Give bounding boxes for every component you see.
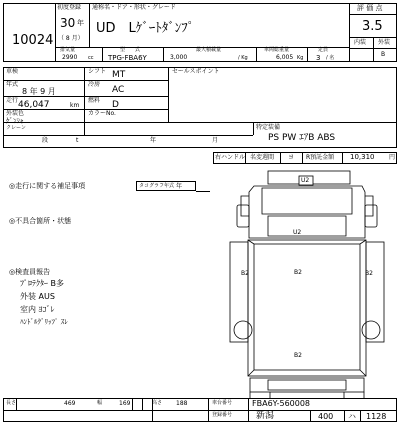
color-label: 外装色 xyxy=(6,110,25,117)
capacity-unit: / 名 xyxy=(326,55,335,61)
mileage-value: 46,047 xyxy=(18,100,50,110)
wheel-rear-left xyxy=(234,321,252,339)
windshield xyxy=(262,188,352,214)
fuel-label: 燃料 xyxy=(88,97,101,104)
exterior-label: 外装 xyxy=(378,39,391,46)
crane-steps: 段 xyxy=(42,137,49,144)
mileage-correction-label: ◎走行に関する補足事項 xyxy=(9,182,86,190)
handle-label: 右ハンドル xyxy=(215,154,246,161)
length-value: 469 xyxy=(64,400,76,407)
damage-mark: B2 xyxy=(294,269,302,276)
model-code-label: 型 式 xyxy=(120,47,141,53)
gross-weight-value: 6,005 xyxy=(276,54,294,61)
crane-year: 年 xyxy=(150,137,157,144)
fuel-value: D xyxy=(112,100,119,110)
exterior-value: B xyxy=(381,51,386,58)
sales-point-label: セールスポイント xyxy=(172,68,220,75)
color-no-label: カラーNo. xyxy=(88,110,116,117)
side-gate-right xyxy=(366,242,384,342)
gross-weight-label: 車両総重量 xyxy=(264,47,290,53)
max-load-unit: / Kg xyxy=(238,55,248,61)
divider xyxy=(208,398,209,422)
cargo-bed xyxy=(248,240,366,376)
score-label: 評 価 点 xyxy=(357,4,383,12)
max-load-value: 3,000 xyxy=(170,54,188,61)
color-value: ｹﾞﾝｼｬ xyxy=(6,117,24,125)
divider xyxy=(132,398,133,410)
tacho-label: タコグラフ年式 xyxy=(139,183,175,189)
damage-mark: B2 xyxy=(365,270,373,277)
displacement-unit: cc xyxy=(88,55,94,61)
gross-weight-unit: Kg xyxy=(297,55,304,61)
first-reg-year: 30 xyxy=(60,16,76,30)
recycle-label: R預託金額 xyxy=(306,154,335,161)
first-reg-label: 初度登録 xyxy=(57,4,82,11)
divider xyxy=(16,398,17,410)
report-line: ﾊﾝﾄﾞﾙｸﾞﾘｯﾌﾟ ｽﾚ xyxy=(20,318,68,326)
plate-number: 1128 xyxy=(366,412,387,421)
chassis-label: 車台番号 xyxy=(212,400,233,406)
year-label: 年式 xyxy=(6,81,19,88)
equipment-label: 特定装備 xyxy=(256,124,281,131)
mileage-label: 走行 xyxy=(6,97,19,104)
model-code-value: TPG-FBA6Y xyxy=(108,54,147,62)
max-load-label: 最大積載量 xyxy=(196,47,222,53)
crane-label: クレーン xyxy=(6,125,26,131)
divider xyxy=(344,410,345,422)
divider xyxy=(310,410,311,422)
damage-mark: U2 xyxy=(301,177,310,184)
maker-model-label: 通称名・ドア・形状・グレード xyxy=(92,4,176,11)
rear-lift xyxy=(268,380,346,390)
width-label: 幅 xyxy=(97,400,103,406)
shift-value: MT xyxy=(112,70,126,80)
inspection-label: 車検 xyxy=(6,68,19,75)
year-value: 8 年 9 月 xyxy=(22,87,56,96)
mirror-left xyxy=(241,196,249,216)
divider xyxy=(248,398,249,422)
recycle-value: 10,310 xyxy=(350,153,375,161)
cab-outline xyxy=(249,186,365,238)
score-value: 3.5 xyxy=(362,19,383,34)
plate-region: 新潟 xyxy=(256,411,275,421)
aircon-value: AC xyxy=(112,85,125,95)
plate-kana: ハ xyxy=(348,412,356,421)
divider xyxy=(142,398,143,410)
displacement-label: 排気量 xyxy=(60,47,76,53)
height-value: 188 xyxy=(176,400,188,407)
damage-mark: U2 xyxy=(293,229,302,236)
report-line: 外装 AUS xyxy=(20,292,55,301)
displacement-value: 2990 xyxy=(62,54,78,61)
side-gate-left xyxy=(230,242,248,342)
era-symbol: 年 xyxy=(77,19,84,27)
inspector-label: ◎検査員報告 xyxy=(9,268,51,276)
mirror-right xyxy=(365,196,373,216)
crane-ton: t xyxy=(76,137,79,144)
divider xyxy=(360,410,361,422)
crane-month: 月 xyxy=(212,137,219,144)
height-label: 高さ xyxy=(152,400,163,406)
chassis-value: FBA6Y-560008 xyxy=(252,399,311,408)
damage-mark: B2 xyxy=(241,270,249,277)
capacity-label: 定員 xyxy=(318,47,329,53)
defect-label: ◎不具合箇所・状態 xyxy=(9,217,72,225)
aircon-label: 冷房 xyxy=(88,81,101,88)
capacity-value: 3 xyxy=(316,54,321,62)
mileage-unit: km xyxy=(70,102,80,109)
lot-number: 10024 xyxy=(12,33,54,48)
divider xyxy=(3,410,397,411)
width-value: 169 xyxy=(119,400,131,407)
plate-label: 登録番号 xyxy=(212,412,233,418)
wheel-rear-right xyxy=(362,321,380,339)
cargo-floor xyxy=(254,244,360,370)
plate-class: 400 xyxy=(318,412,334,421)
report-line: ﾌﾟﾛﾃｸﾀｰ B多 xyxy=(20,279,65,288)
interior-label: 内装 xyxy=(354,39,367,46)
shift-label: シフト xyxy=(88,68,107,75)
recycle-unit: 円 xyxy=(389,154,396,161)
report-line: 室内 ﾖｺﾞﾚ xyxy=(20,305,55,314)
equipment-value: PS PW ｴｱB ABS xyxy=(268,133,336,143)
first-reg-month: （ 8 月） xyxy=(58,35,84,42)
name-change-mark: ヨ xyxy=(288,154,295,161)
cab-roof xyxy=(268,216,346,236)
name-change-label: 名変週間 xyxy=(250,154,275,161)
vehicle-name: UD Lｹﾞｰﾄﾀﾞﾝﾌﾟ xyxy=(96,21,195,36)
length-label: 長さ xyxy=(6,400,17,406)
tacho-year: 年 xyxy=(176,183,183,190)
damage-mark: B2 xyxy=(294,352,302,359)
